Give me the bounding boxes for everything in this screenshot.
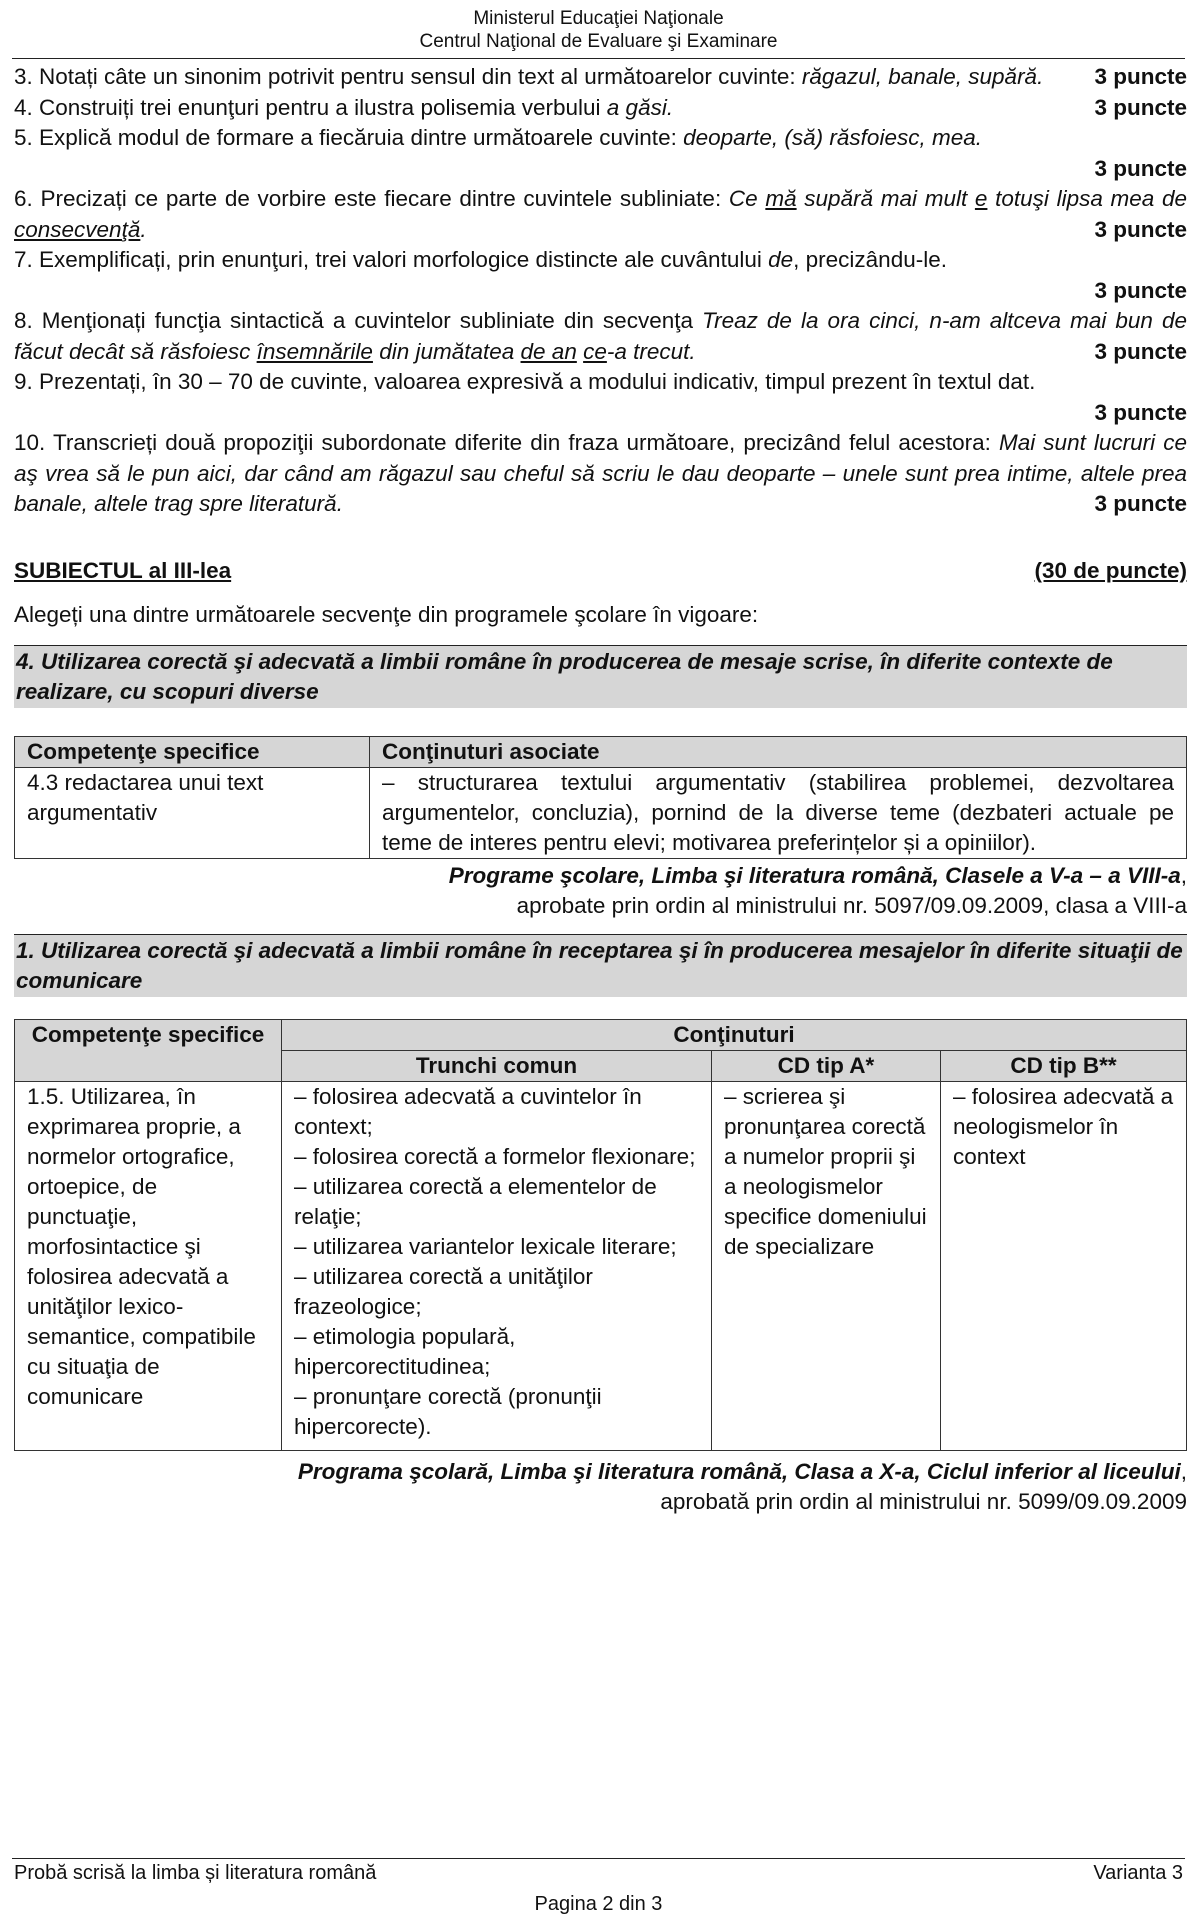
question-3-points: 3 puncte [1094,64,1187,89]
block-1-banner: 4. Utilizarea corectă şi adecvată a limbii române în producerea de mesaje scrise, în diferite contexte de realizare, cu scopuri diverse [14,645,1187,708]
header-center: Centrul Naţional de Evaluare şi Examinare [419,31,778,52]
question-9: 9. Prezentați, în 30 – 70 de cuvinte, valoarea expresivă a modului indicativ, timpul prezent în textul dat. [14,369,1036,394]
header-divider [12,58,1185,59]
block-2-table [14,1019,1187,1451]
block-2-competenta-cell: 1.5. Utilizarea, în exprimarea proprie, a normelor ortografice, ortoepice, de punctuaţie, morfosintactice şi folosirea adecvată a unităţilor lexico-semantice, compatibile cu situaţia de comunicare [15,1081,282,1450]
question-6-points: 3 puncte [1094,216,1187,242]
trunchi-item: – utilizarea variantelor lexicale literare; [294,1233,677,1259]
block-1-competenta-cell: 4.3 redactarea unui text argumentativ [15,767,370,858]
question-8: 8. Menţionați funcţia sintactică a cuvintelor subliniate din secvenţa Treaz de la ora cinci, n-am altceva mai bun de făcut decât să răsfoiesc însemnările din jumătatea de an ce-a trecut. 3 puncte [14,306,1187,367]
page-header [0,7,1197,53]
block-2-cd-b-cell: – folosirea adecvată a neologismelor în context [941,1081,1187,1450]
question-10: 10. Transcrieți două propoziţii subordonate diferite din fraza următoare, precizând felul acestora: Mai sunt lucruri ce aş vrea să le pun aici, dar când am răgazul sau cheful să scriu le dau deoparte – unele sunt prea intime, altele prea banale, altele trag spre literatură. 3 puncte [14,428,1187,520]
question-9-points: 3 puncte [1094,399,1187,425]
block-2-sub-cd-b: CD tip B** [941,1050,1187,1081]
trunchi-item: – utilizarea corectă a unităţilor frazeologice; [294,1263,593,1319]
footer-variant: Varianta 3 [1093,1862,1183,1884]
block-1-col-competente: Competenţe specifice [15,736,370,767]
question-5: 5. Explică modul de formare a fiecăruia dintre următoarele cuvinte: deoparte, (să) răsfoiesc, mea. [14,125,982,150]
block-2-banner: 1. Utilizarea corectă şi adecvată a limbii române în receptarea şi în producerea mesajelor în diferite situaţii de comunicare [14,934,1187,997]
block-2-cd-a-cell: – scrierea şi pronunţarea corectă a numelor proprii şi a neologismelor specifice domeniului de specializare [712,1081,941,1450]
question-4-points: 3 puncte [1094,94,1187,120]
question-3: 3. Notați câte un sinonim potrivit pentru sensul din text al următoarelor cuvinte: răgazul, banale, supără. 3 puncte [14,62,1187,93]
section-3-points: (30 de puncte) [1034,557,1187,583]
block-1-col-continuturi: Conţinuturi asociate [370,736,1187,767]
section-3-intro: Alegeți una dintre următoarele secvenţe din programele şcolare în vigoare: [14,602,759,627]
block-2-trunchi-cell [282,1081,712,1450]
footer-divider [12,1858,1185,1859]
block-2-source: Programa şcolară, Limba şi literatura română, Clasa a X-a, Ciclul inferior al liceului, aprobată prin ordin al ministrului nr. 5099/09.09.2009 [297,1458,1187,1514]
question-6: 6. Precizați ce parte de vorbire este fiecare dintre cuvintele subliniate: Ce mă supără mai mult e totuşi lipsa mea de consecvenţă. 3 puncte [14,184,1187,245]
block-2-sub-cd-a: CD tip A* [712,1050,941,1081]
question-7: 7. Exemplificați, prin enunţuri, trei valori morfologice distincte ale cuvântului de, precizându-le. [14,247,947,272]
trunchi-item: – utilizarea corectă a elementelor de relaţie; [294,1173,657,1229]
section-3-title: SUBIECTUL al III-lea [14,557,232,583]
block-1-source: Programe şcolare, Limba şi literatura română, Clasele a V-a – a VIII-a, aprobate prin ordin al ministrului nr. 5097/09.09.2009, clasa a VIII-a [448,862,1187,918]
block-1-table [14,736,1187,859]
trunchi-item: – folosirea corectă a formelor flexionare; [294,1143,696,1169]
question-10-points: 3 puncte [1094,491,1187,516]
trunchi-item: – pronunţare corectă (pronunţii hipercorecte). [294,1383,602,1439]
trunchi-item: – folosirea adecvată a cuvintelor în context; [294,1083,642,1139]
question-8-points: 3 puncte [1094,338,1187,364]
footer-exam-name: Probă scrisă la limba și literatura română [14,1862,377,1884]
question-7-points: 3 puncte [1094,277,1187,303]
section-3-heading [14,556,1187,587]
question-4: 4. Construiți trei enunţuri pentru a ilustra polisemia verbului a găsi. 3 puncte [14,93,1187,124]
footer-page-number: Pagina 2 din 3 [534,1893,663,1915]
block-2-sub-trunchi: Trunchi comun [282,1050,712,1081]
block-2-col-competente: Competenţe specifice [15,1019,282,1081]
block-1-continut-cell: – structurarea textului argumentativ (stabilirea problemei, dezvoltarea argumentelor, concluzia), pornind de la diverse teme (dezbateri actuale pe teme de interes pentru elevi; motivarea preferințelor și a opiniilor). [370,767,1187,858]
page-body [14,62,1187,1518]
question-5-points: 3 puncte [1094,155,1187,181]
trunchi-item: – etimologia populară, hipercorectitudinea; [294,1323,516,1379]
header-ministry: Ministerul Educaţiei Naţionale [473,8,724,29]
block-2-col-continuturi: Conţinuturi [282,1019,1187,1050]
